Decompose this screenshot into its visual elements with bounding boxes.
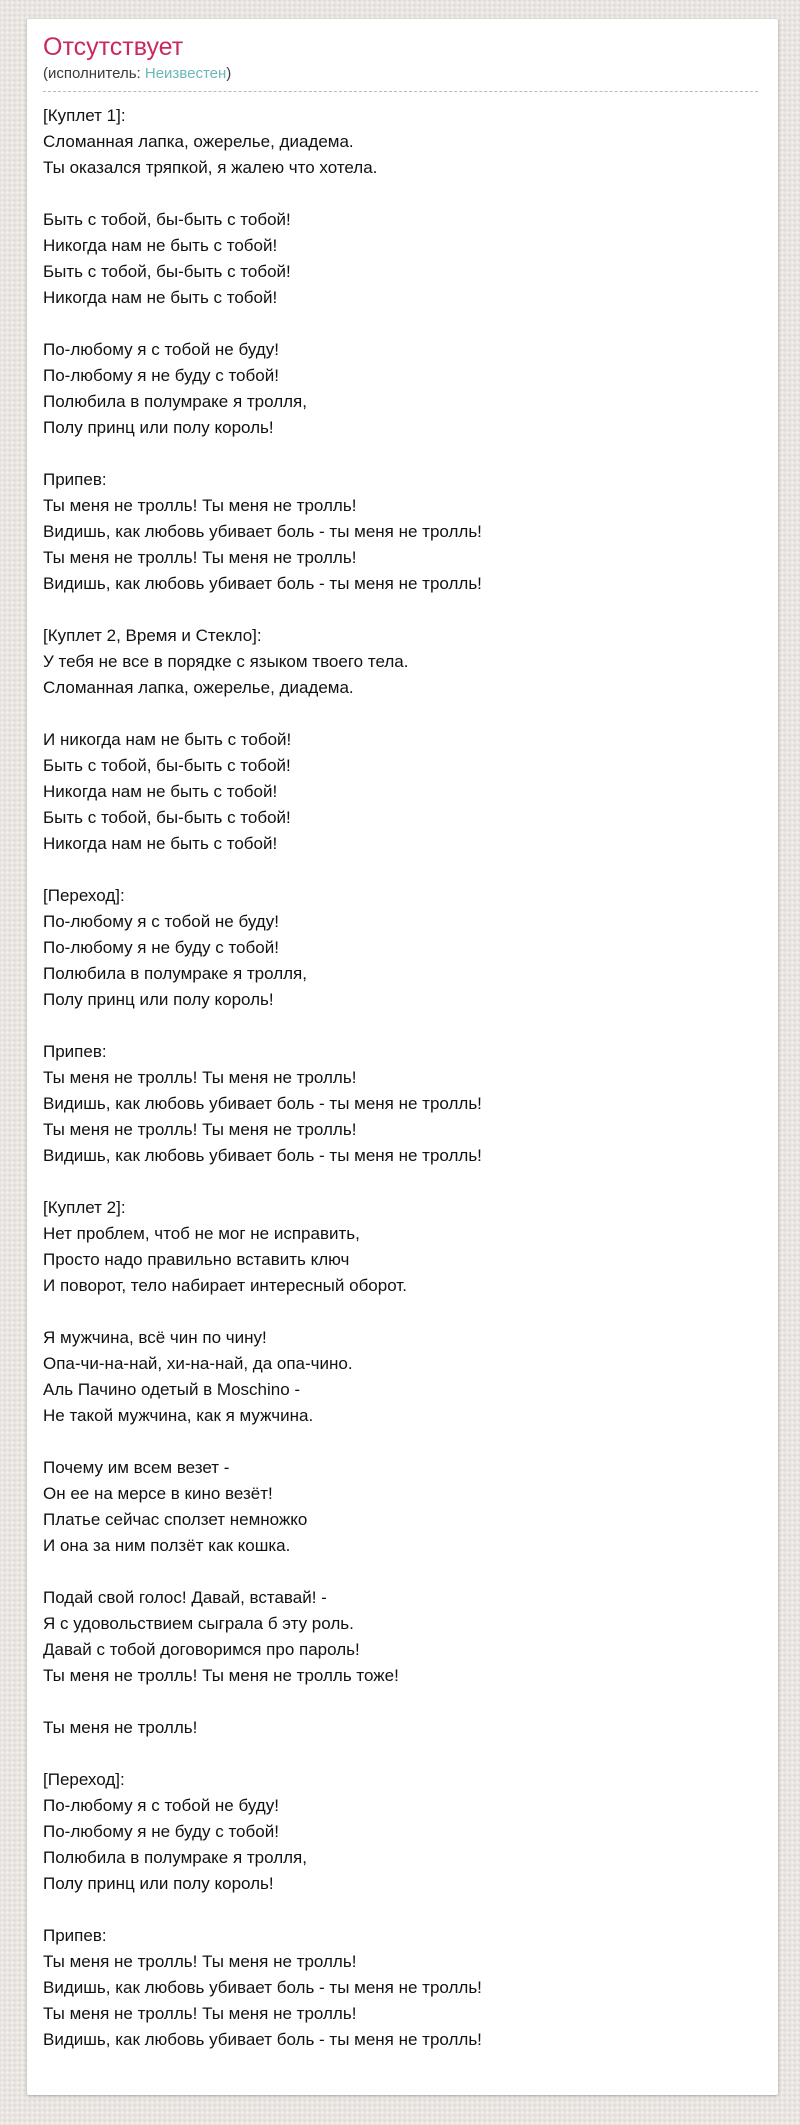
artist-line [43,65,758,92]
page-background [0,19,800,2125]
lyrics-stanza: Быть с тобой, бы-быть с тобой! Никогда нам не быть с тобой! Быть с тобой, бы-быть с тобой! Никогда нам не быть с тобой! [43,209,291,307]
lyrics-stanza: [Куплет 1]: Сломанная лапка, ожерелье, диадема. Ты оказался тряпкой, я жалею что хотела. [43,105,378,177]
lyrics-stanza: Я мужчина, всё чин по чину! Опа-чи-на-най, хи-на-най, да опа-чино. Аль Пачино одетый в Moschino - Не такой мужчина, как я мужчина. [43,1327,353,1425]
lyrics-stanza: По-любому я с тобой не буду! По-любому я не буду с тобой! Полюбила в полумраке я тролля, Полу принц или полу король! [43,339,307,437]
page-title: Отсутствует [43,33,184,61]
lyrics-stanza: Припев: Ты меня не тролль! Ты меня не тролль! Видишь, как любовь убивает боль - ты меня не тролль! Ты меня не тролль! Ты меня не тролль! Видишь, как любовь убивает боль - ты меня не тролль! [43,1925,482,2049]
artist-label-suffix: ) [226,64,232,82]
lyrics-stanza: И никогда нам не быть с тобой! Быть с тобой, бы-быть с тобой! Никогда нам не быть с тобой! Быть с тобой, бы-быть с тобой! Никогда нам не быть с тобой! [43,729,292,853]
artist-link[interactable]: Неизвестен [144,64,227,82]
lyrics-stanza: Почему им всем везет - Он ее на мерсе в кино везёт! Платье сейчас сползет немножко И она за ним ползёт как кошка. [43,1457,308,1555]
lyrics-stanza: Ты меня не тролль! [43,1717,198,1737]
lyrics-stanza: Припев: Ты меня не тролль! Ты меня не тролль! Видишь, как любовь убивает боль - ты меня не тролль! Ты меня не тролль! Ты меня не тролль! Видишь, как любовь убивает боль - ты меня не тролль! [43,469,482,593]
lyrics [43,92,758,2053]
lyrics-card [27,19,778,2095]
lyrics-stanza: Подай свой голос! Давай, вставай! - Я с удовольствием сыграла б эту роль. Давай с тобой договоримся про пароль! Ты меня не тролль! Ты меня не тролль тоже! [43,1587,399,1685]
lyrics-stanza: [Куплет 2]: Нет проблем, чтоб не мог не исправить, Просто надо правильно вставить ключ И поворот, тело набирает интересный оборот. [43,1197,407,1295]
lyrics-stanza: [Переход]: По-любому я с тобой не буду! По-любому я не буду с тобой! Полюбила в полумраке я тролля, Полу принц или полу король! [43,1769,307,1893]
lyrics-stanza: Припев: Ты меня не тролль! Ты меня не тролль! Видишь, как любовь убивает боль - ты меня не тролль! Ты меня не тролль! Ты меня не тролль! Видишь, как любовь убивает боль - ты меня не тролль! [43,1041,482,1165]
artist-label-prefix: (исполнитель: [43,64,145,82]
lyrics-stanza: [Куплет 2, Время и Стекло]: У тебя не все в порядке с языком твоего тела. Сломанная лапка, ожерелье, диадема. [43,625,409,697]
lyrics-stanza: [Переход]: По-любому я с тобой не буду! По-любому я не буду с тобой! Полюбила в полумраке я тролля, Полу принц или полу король! [43,885,307,1009]
